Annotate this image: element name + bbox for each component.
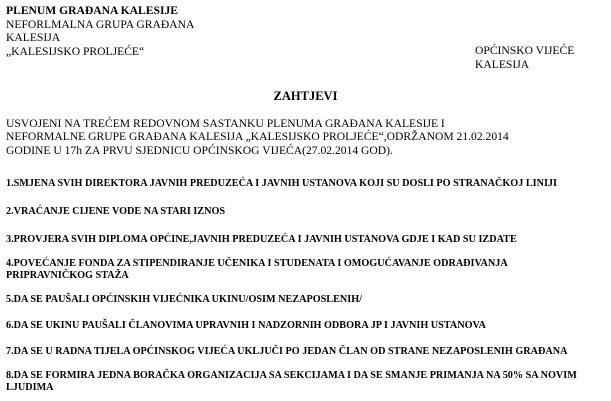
demand-item-8-line-2: LJUDIMA (6, 382, 54, 394)
demand-item-3: 3.PROVJERA SVIH DIPLOMA OPĆINE,JAVNIH PREDUZEĆA I JAVNIH USTANOVA GDJE I KAD SU IZDATE (6, 234, 517, 245)
demand-item-4 (6, 258, 606, 282)
sender-line-2: NEFORLMALNA GRUPA GRAĐANA (6, 17, 195, 31)
demand-item-4-line-1: 4.POVEĆANJE FONDA ZA STIPENDIRANJE UČENIKA I STUDENATA I OMOGUĆAVANJE ODRAĐIVANJA (6, 258, 508, 269)
demand-item-1: 1.SMJENA SVIH DIREKTORA JAVNIH PREDUZEĆA I JAVNIH USTANOVA KOJI SU DOSLI PO STRANAČKOJ LINIJI (6, 178, 557, 189)
sender-block (6, 4, 194, 58)
intro-line-3: GODINE U 17h ZA PRVU SJEDNICU OPĆINSKOG VIJEĆA(27.02.2014 GOD). (6, 143, 393, 157)
sender-name: PLENUM GRAĐANA KALESIJE (6, 4, 178, 17)
demand-item-6: 6.DA SE UKINU PAUŠALI ČLANOVIMA UPRAVNIH I NADZORNIH ODBORA JP I JAVNIH USTANOVA (6, 320, 486, 331)
sender-line-3: KALESIJA (6, 31, 61, 45)
demand-item-8-line-1: 8.DA SE FORMIRA JEDNA BORAČKA ORGANIZACIJA SA SEKCIJAMA I DA SE SMANJE PRIMANJA NA 50% SA NOVIM (6, 370, 577, 381)
intro-line-2: NEFORMALNE GRUPE GRAĐANA KALESIJA „KALESIJSKO PROLJEĆE“,ODRŽANOM 21.02.2014 (6, 130, 509, 144)
demand-item-2: 2.VRAĆANJE CIJENE VODE NA STARI IZNOS (6, 206, 226, 217)
demand-item-7: 7.DA SE U RADNA TIJELA OPĆINSKOG VIJEĆA UKLJUČI PO JEDAN ČLAN OD STRANE NEZAPOSLENIH GRAĐANA (6, 346, 568, 357)
sender-line-4: „KALESIJSKO PROLJEĆE“ (6, 44, 145, 58)
recipient-line-1: OPĆINSKO VIJEĆE (475, 44, 575, 57)
recipient-block (475, 44, 574, 71)
recipient-line-2: KALESIJA (475, 57, 530, 71)
document-title: ZAHTJEVI (273, 89, 338, 103)
intro-paragraph (6, 117, 606, 157)
intro-line-1: USVOJENI NA TREĆEM REDOVNOM SASTANKU PLENUMA GRAĐANA KALESIJE I (6, 117, 445, 130)
demand-item-8 (6, 370, 606, 394)
demand-item-5: 5.DA SE PAUŠALI OPĆINSKIH VIJEĆNIKA UKINU/OSIM NEZAPOSLENIH/ (6, 294, 362, 305)
demand-item-4-line-2: PRIPRAVNIČKOG STAŽA (6, 270, 129, 282)
